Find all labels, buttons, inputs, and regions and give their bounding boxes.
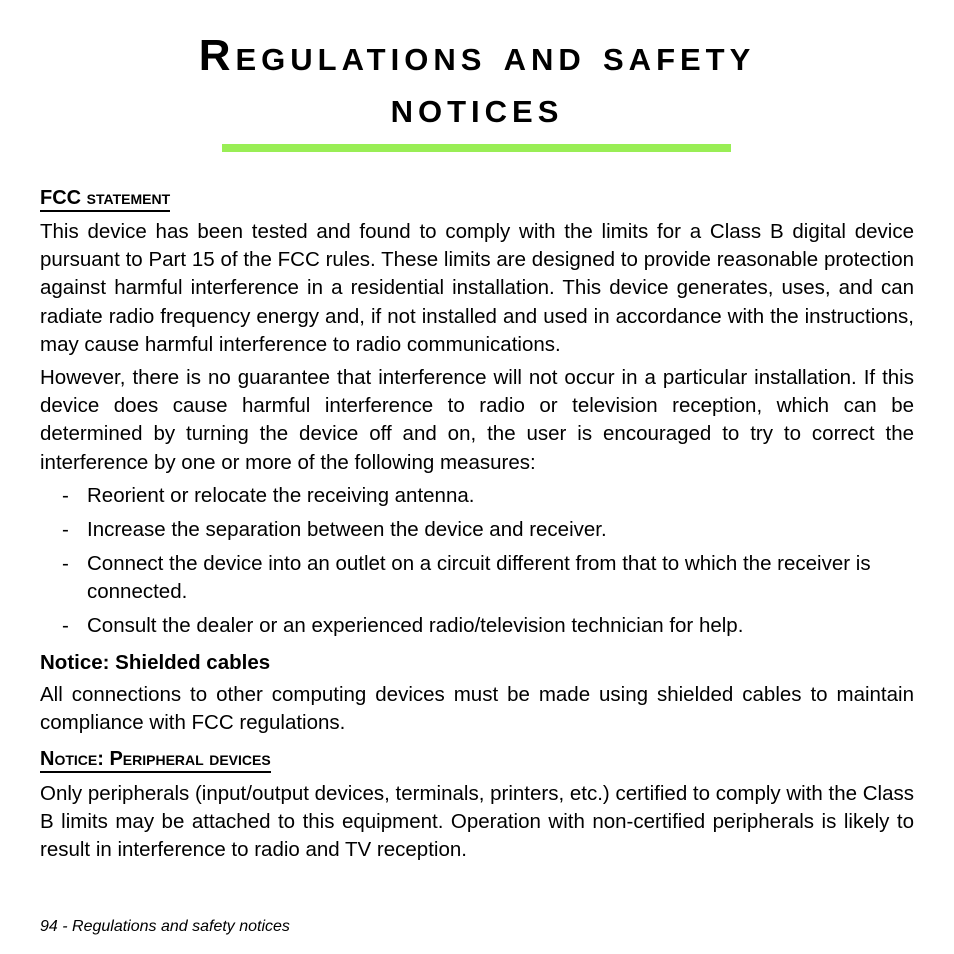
list-dash: - <box>62 484 69 507</box>
shielded-cables-heading: Notice: Shielded cables <box>40 651 271 674</box>
page-title <box>40 30 914 134</box>
list-item-text: Consult the dealer or an experienced radio/television technician for help. <box>87 613 744 637</box>
peripheral-devices-heading: Notice: Peripheral devices <box>40 747 271 773</box>
shielded-cables-paragraph: All connections to other computing devices must be made using shielded cables to maintain compliance with FCC regulations. <box>40 683 914 735</box>
page-footer: 94 - Regulations and safety notices <box>40 918 290 935</box>
fcc-paragraph-1: This device has been tested and found to comply with the limits for a Class B digital device pursuant to Part 15 of the FCC rules. These limits are designed to provide reasonable protection against harmful interference in a residential installation. This device generates, uses, and can radiate radio frequency energy and, if not installed and used in accordance with the instructions, may cause harmful interference to radio communications. <box>40 220 914 356</box>
list-dash: - <box>62 613 69 637</box>
title-underline-bar <box>222 144 731 152</box>
list-item <box>40 516 914 544</box>
list-item-text: Increase the separation between the device and receiver. <box>87 517 607 541</box>
fcc-paragraph-2: However, there is no guarantee that interference will not occur in a particular installation. If this device does cause harmful interference to radio or television reception, which can be determined by turning the device off and on, the user is encouraged to try to correct the interference by one or more of the following measures: <box>40 366 914 474</box>
measures-list <box>40 482 914 645</box>
fcc-statement-heading: FCC statement <box>40 186 170 212</box>
list-dash: - <box>62 551 69 575</box>
list-dash: - <box>62 517 69 541</box>
page-title-line-2: notices <box>390 83 564 132</box>
list-item <box>40 612 914 640</box>
list-item-text: Connect the device into an outlet on a circuit different from that to which the receiver is connected. <box>87 551 871 603</box>
list-item <box>40 482 914 510</box>
list-item-text: Reorient or relocate the receiving antenna. <box>87 484 475 507</box>
peripheral-devices-paragraph: Only peripherals (input/output devices, terminals, printers, etc.) certified to comply with the Class B limits may be attached to this equipment. Operation with non-certified peripherals is likely to result in interference to radio and TV reception. <box>40 782 914 862</box>
page-title-line-1: Regulations and safety <box>198 31 756 80</box>
list-item <box>40 550 914 606</box>
